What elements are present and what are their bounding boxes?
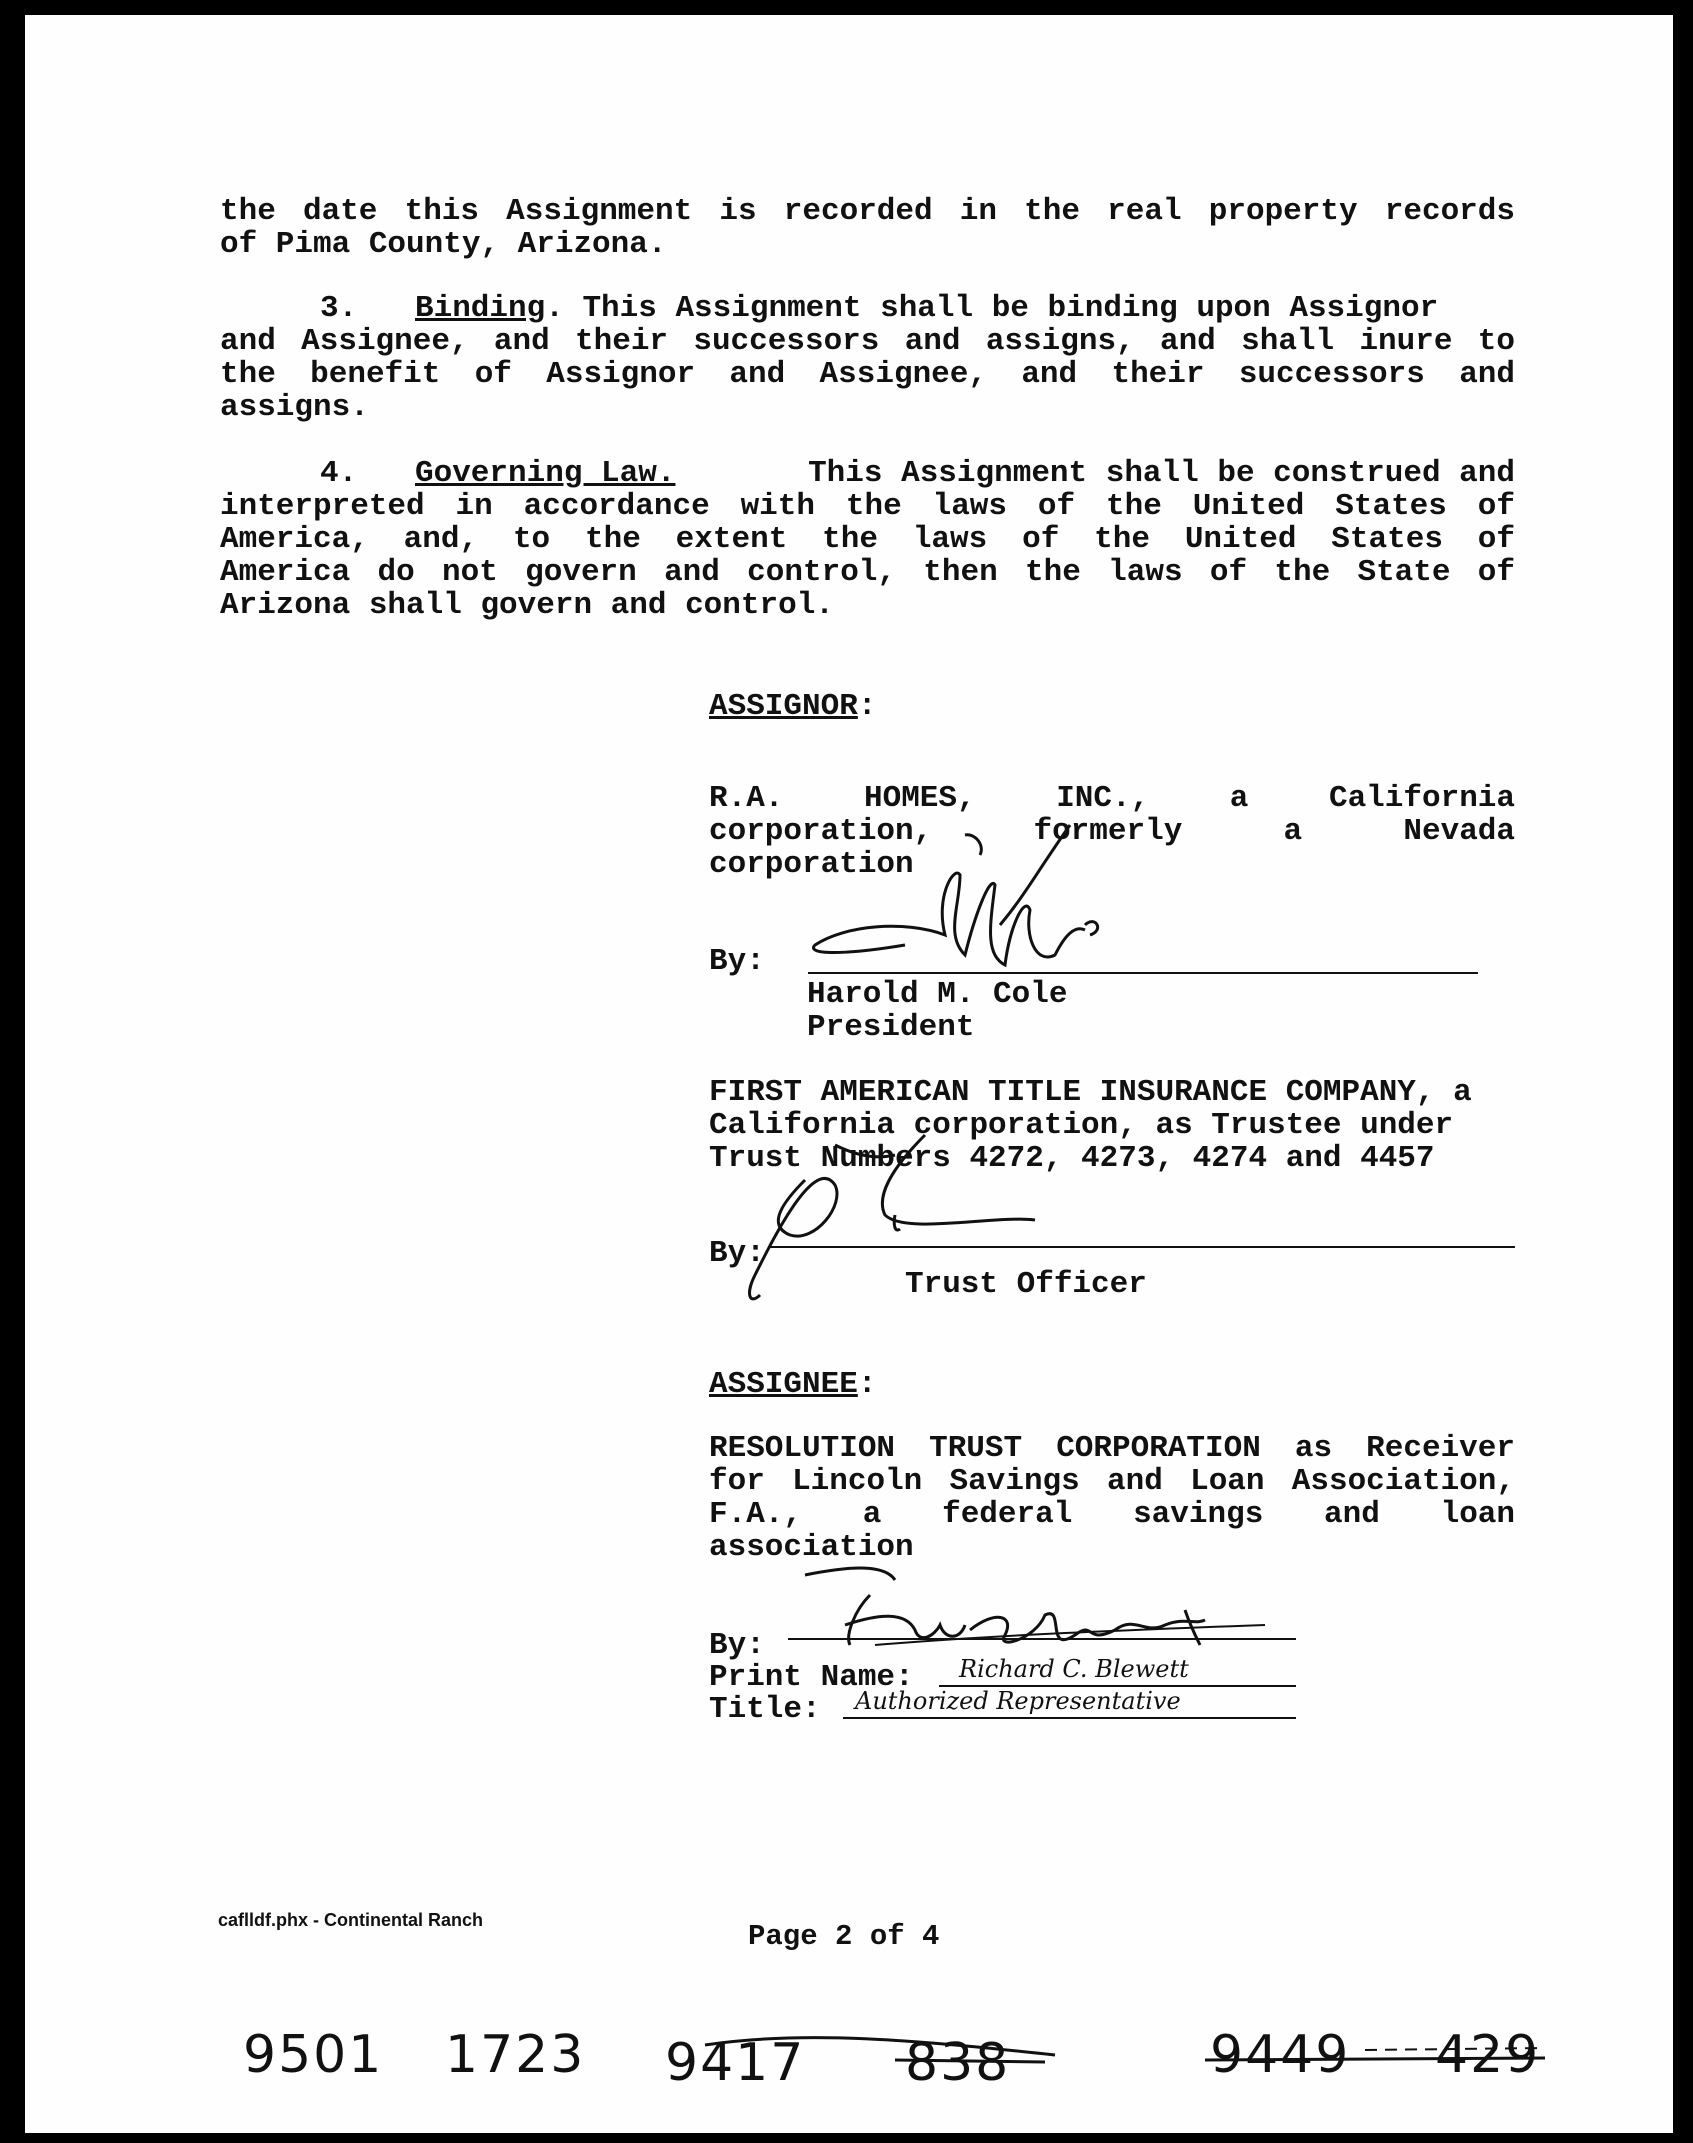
stamp-number-3: 9417: [665, 2033, 806, 2093]
assignee-line-2: for Lincoln Savings and Loan Association,: [709, 1464, 1515, 1499]
assignor-signature-line: [808, 972, 1478, 974]
section-3-line-2: and Assignee, and their successors and assigns, and shall inure to: [220, 324, 1515, 359]
assignor-entity1-line-2: corporation, formerly a Nevada: [709, 814, 1515, 849]
assignor-heading: ASSIGNOR: [709, 689, 858, 724]
assignor-entity1-line-3: corporation: [709, 847, 914, 882]
assignee-heading-line: [709, 1368, 876, 1401]
footer-filename: caflldf.phx - Continental Ranch: [218, 1910, 484, 1930]
section-4-line-3: America, and, to the extent the laws of the United States of: [220, 522, 1515, 557]
assignor-entity2-name: FIRST AMERICAN TITLE INSURANCE COMPANY: [709, 1075, 1416, 1110]
section-4-first-line: [415, 457, 1515, 490]
section-3-line-1: . This Assignment shall be binding upon Assignor: [545, 291, 1439, 326]
assignee-heading-colon: :: [857, 1367, 877, 1402]
assignor-entity2-line-3: Trust Numbers 4272, 4273, 4274 and 4457: [709, 1141, 1435, 1176]
section-3-number: 3.: [320, 291, 358, 326]
intro-line-1: the date this Assignment is recorded in the real property records: [220, 194, 1515, 229]
assignor-entity2-line-2: California corporation, as Trustee under: [709, 1108, 1454, 1143]
assignee-title-label: Title:: [709, 1692, 821, 1727]
assignee-heading: ASSIGNEE: [709, 1367, 858, 1402]
title-line: [843, 1717, 1296, 1719]
stamp-number-4: 838: [905, 2033, 1011, 2093]
assignor-by-label: By:: [709, 944, 765, 979]
assignor-signer-title: President: [807, 1010, 975, 1045]
stamp-number-1: 9501: [243, 2025, 384, 2085]
assignee-line-4: association: [709, 1530, 914, 1565]
assignee-by-label: By:: [709, 1628, 765, 1663]
section-4-heading: Governing Law.: [415, 456, 676, 491]
section-3-line-4: assigns.: [220, 390, 369, 425]
section-4-line-2: interpreted in accordance with the laws of the United States of: [220, 489, 1515, 524]
section-4-line-1: This Assignment shall be construed and: [808, 456, 1515, 491]
trust-officer-title: Trust Officer: [905, 1267, 1147, 1302]
assignee-print-name-label: Print Name:: [709, 1660, 914, 1695]
section-3-first-line: [415, 292, 1438, 325]
intro-line-2: of Pima County, Arizona.: [220, 227, 667, 262]
stamp-number-6: 429: [1435, 2025, 1541, 2085]
stamp-number-5: 9449: [1210, 2025, 1351, 2085]
assignee-print-name-value: Richard C. Blewett: [959, 1655, 1189, 1683]
document-page: [25, 15, 1673, 2133]
section-4-number: 4.: [320, 456, 358, 491]
assignor-heading-line: [709, 690, 876, 723]
section-4-line-4: America do not govern and control, then the laws of the State of: [220, 555, 1515, 590]
assignee-line-3: F.A., a federal savings and loan: [709, 1497, 1515, 1532]
assignee-line-1: RESOLUTION TRUST CORPORATION as Receiver: [709, 1431, 1515, 1466]
stamp-number-2: 1723: [445, 2025, 586, 2085]
assignor-by-label-2: By:: [709, 1236, 765, 1271]
section-4-line-5: Arizona shall govern and control.: [220, 588, 834, 623]
stamp-strikethrough-marks: [665, 2020, 1585, 2100]
assignor-entity2-line-1: [709, 1076, 1472, 1109]
page-number: Page 2 of 4: [748, 1920, 940, 1953]
signature-richard-blewett: [795, 1555, 1275, 1665]
section-3-line-3: the benefit of Assignor and Assignee, and their successors and: [220, 357, 1515, 392]
trust-officer-signature-line: [768, 1246, 1515, 1248]
assignee-title-value: Authorized Representative: [855, 1687, 1181, 1715]
section-3-heading: Binding: [415, 291, 546, 326]
assignor-signer-name: Harold M. Cole: [807, 977, 1068, 1012]
assignor-entity1-line-1: R.A. HOMES, INC., a California: [709, 781, 1515, 816]
assignor-entity2-line-1-rest: , a: [1415, 1075, 1472, 1110]
assignee-signature-line: [788, 1638, 1296, 1640]
assignor-heading-colon: :: [857, 689, 877, 724]
